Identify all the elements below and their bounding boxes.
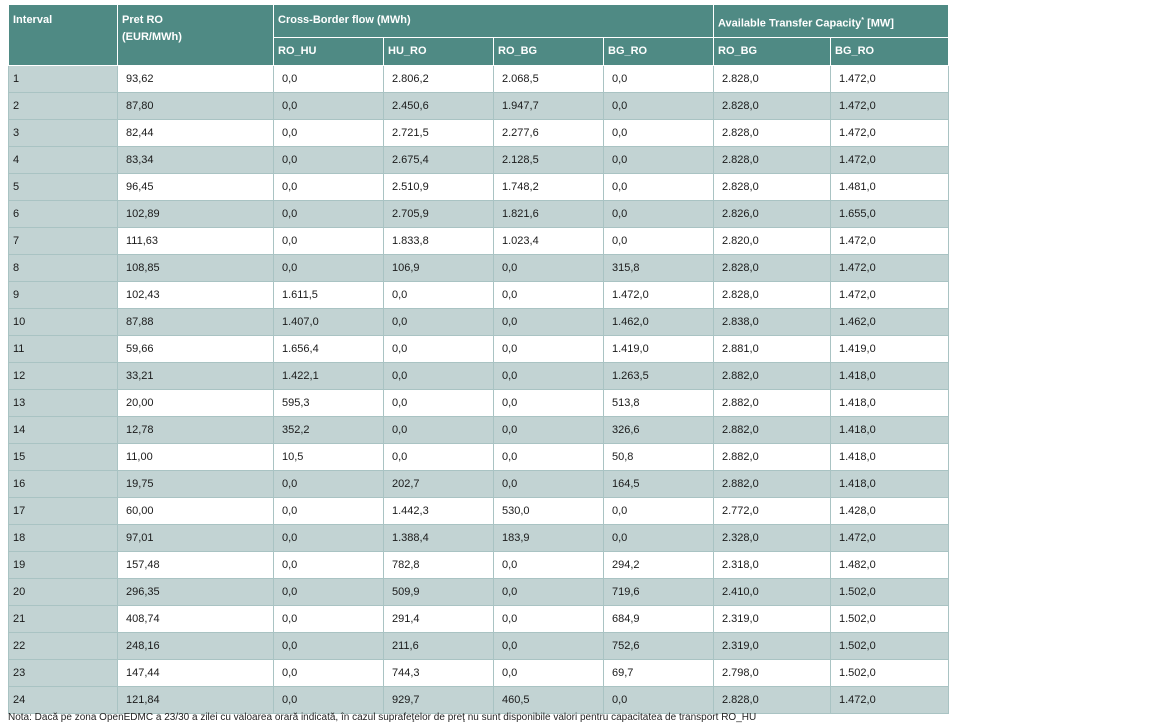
- cell-price: 102,89: [118, 201, 274, 228]
- cell-atc-bg-ro: 1.481,0: [831, 174, 949, 201]
- cell-interval: 20: [9, 579, 118, 606]
- cell-price: 96,45: [118, 174, 274, 201]
- cell-interval: 1: [9, 66, 118, 93]
- cell-flow-ro-hu: 0,0: [274, 228, 384, 255]
- table-row: [9, 147, 949, 174]
- cell-price: 87,80: [118, 93, 274, 120]
- cell-flow-hu-ro: 0,0: [384, 282, 494, 309]
- table-row: [9, 660, 949, 687]
- cell-flow-ro-hu: 0,0: [274, 606, 384, 633]
- cell-flow-bg-ro: 0,0: [604, 525, 714, 552]
- table-row: [9, 93, 949, 120]
- cell-atc-bg-ro: 1.418,0: [831, 444, 949, 471]
- header-atc-bg-ro: BG_RO: [831, 38, 949, 66]
- cell-flow-ro-hu: 0,0: [274, 147, 384, 174]
- cell-atc-ro-bg: 2.882,0: [714, 363, 831, 390]
- cell-atc-bg-ro: 1.502,0: [831, 606, 949, 633]
- cell-atc-bg-ro: 1.655,0: [831, 201, 949, 228]
- cell-flow-hu-ro: 782,8: [384, 552, 494, 579]
- cell-flow-hu-ro: 2.675,4: [384, 147, 494, 174]
- cell-flow-ro-hu: 0,0: [274, 93, 384, 120]
- market-results-table-container: [8, 5, 949, 714]
- cell-flow-hu-ro: 2.721,5: [384, 120, 494, 147]
- table-row: [9, 255, 949, 282]
- cell-flow-ro-bg: 183,9: [494, 525, 604, 552]
- cell-flow-ro-bg: 2.068,5: [494, 66, 604, 93]
- cell-flow-hu-ro: 0,0: [384, 336, 494, 363]
- header-atc: [714, 5, 949, 38]
- cell-flow-hu-ro: 744,3: [384, 660, 494, 687]
- cell-atc-ro-bg: 2.828,0: [714, 255, 831, 282]
- cell-price: 11,00: [118, 444, 274, 471]
- cell-flow-bg-ro: 326,6: [604, 417, 714, 444]
- cell-flow-ro-hu: 0,0: [274, 633, 384, 660]
- cell-flow-bg-ro: 0,0: [604, 174, 714, 201]
- cell-atc-bg-ro: 1.472,0: [831, 282, 949, 309]
- cell-flow-ro-hu: 0,0: [274, 498, 384, 525]
- cell-price: 296,35: [118, 579, 274, 606]
- cell-flow-hu-ro: 2.806,2: [384, 66, 494, 93]
- cell-flow-ro-hu: 0,0: [274, 66, 384, 93]
- cell-atc-ro-bg: 2.826,0: [714, 201, 831, 228]
- cell-flow-hu-ro: 1.388,4: [384, 525, 494, 552]
- cell-flow-hu-ro: 1.442,3: [384, 498, 494, 525]
- cell-atc-ro-bg: 2.838,0: [714, 309, 831, 336]
- cell-interval: 23: [9, 660, 118, 687]
- cell-flow-ro-bg: 0,0: [494, 471, 604, 498]
- cell-interval: 17: [9, 498, 118, 525]
- cell-interval: 4: [9, 147, 118, 174]
- cell-interval: 21: [9, 606, 118, 633]
- cell-price: 93,62: [118, 66, 274, 93]
- cell-flow-bg-ro: 719,6: [604, 579, 714, 606]
- cell-atc-ro-bg: 2.828,0: [714, 93, 831, 120]
- cell-flow-hu-ro: 0,0: [384, 444, 494, 471]
- cell-atc-bg-ro: 1.462,0: [831, 309, 949, 336]
- cell-flow-hu-ro: 202,7: [384, 471, 494, 498]
- cell-atc-bg-ro: 1.472,0: [831, 147, 949, 174]
- cell-atc-ro-bg: 2.828,0: [714, 282, 831, 309]
- cell-flow-hu-ro: 509,9: [384, 579, 494, 606]
- cell-flow-ro-hu: 0,0: [274, 525, 384, 552]
- cell-flow-ro-bg: 0,0: [494, 444, 604, 471]
- cell-flow-ro-bg: 530,0: [494, 498, 604, 525]
- cell-flow-ro-bg: 0,0: [494, 390, 604, 417]
- table-body: [9, 66, 949, 714]
- cell-flow-hu-ro: 2.705,9: [384, 201, 494, 228]
- cell-flow-ro-hu: 0,0: [274, 174, 384, 201]
- cell-flow-hu-ro: 211,6: [384, 633, 494, 660]
- cell-flow-hu-ro: 0,0: [384, 390, 494, 417]
- cell-interval: 14: [9, 417, 118, 444]
- cell-flow-bg-ro: 50,8: [604, 444, 714, 471]
- cell-atc-bg-ro: 1.428,0: [831, 498, 949, 525]
- header-price: [118, 5, 274, 66]
- table-row: [9, 390, 949, 417]
- cell-flow-bg-ro: 1.263,5: [604, 363, 714, 390]
- header-cross-border-flow: [274, 5, 714, 38]
- table-row: [9, 282, 949, 309]
- cell-flow-ro-bg: 2.277,6: [494, 120, 604, 147]
- cell-atc-bg-ro: 1.472,0: [831, 687, 949, 714]
- table-row: [9, 687, 949, 714]
- cell-atc-ro-bg: 2.328,0: [714, 525, 831, 552]
- cell-flow-ro-bg: 0,0: [494, 633, 604, 660]
- cell-atc-bg-ro: 1.418,0: [831, 390, 949, 417]
- cell-interval: 11: [9, 336, 118, 363]
- cell-flow-hu-ro: 929,7: [384, 687, 494, 714]
- cell-flow-ro-bg: 0,0: [494, 363, 604, 390]
- cell-atc-bg-ro: 1.418,0: [831, 363, 949, 390]
- cell-flow-bg-ro: 0,0: [604, 228, 714, 255]
- cell-atc-ro-bg: 2.882,0: [714, 471, 831, 498]
- cell-atc-ro-bg: 2.828,0: [714, 174, 831, 201]
- table-row: [9, 579, 949, 606]
- cell-interval: 24: [9, 687, 118, 714]
- cell-interval: 16: [9, 471, 118, 498]
- cell-atc-ro-bg: 2.828,0: [714, 147, 831, 174]
- cell-flow-ro-hu: 1.422,1: [274, 363, 384, 390]
- cell-flow-ro-bg: 0,0: [494, 552, 604, 579]
- cell-flow-ro-hu: 1.407,0: [274, 309, 384, 336]
- cell-price: 87,88: [118, 309, 274, 336]
- cell-atc-ro-bg: 2.318,0: [714, 552, 831, 579]
- cell-interval: 8: [9, 255, 118, 282]
- cell-flow-bg-ro: 315,8: [604, 255, 714, 282]
- cell-flow-bg-ro: 1.462,0: [604, 309, 714, 336]
- table-row: [9, 120, 949, 147]
- cell-flow-bg-ro: 0,0: [604, 498, 714, 525]
- table-row: [9, 444, 949, 471]
- header-flow-label: Cross-Border flow (MWh): [278, 14, 411, 26]
- table-row: [9, 363, 949, 390]
- cell-atc-bg-ro: 1.472,0: [831, 66, 949, 93]
- cell-atc-ro-bg: 2.882,0: [714, 417, 831, 444]
- cell-interval: 3: [9, 120, 118, 147]
- cell-flow-ro-hu: 1.656,4: [274, 336, 384, 363]
- cell-flow-ro-hu: 1.611,5: [274, 282, 384, 309]
- header-price-label: Pret RO: [122, 14, 163, 26]
- cell-atc-ro-bg: 2.882,0: [714, 444, 831, 471]
- cell-atc-bg-ro: 1.472,0: [831, 255, 949, 282]
- cell-price: 60,00: [118, 498, 274, 525]
- cell-flow-ro-bg: 0,0: [494, 282, 604, 309]
- cell-price: 102,43: [118, 282, 274, 309]
- cell-atc-ro-bg: 2.881,0: [714, 336, 831, 363]
- cell-flow-bg-ro: 0,0: [604, 201, 714, 228]
- cell-interval: 6: [9, 201, 118, 228]
- cell-flow-ro-hu: 0,0: [274, 579, 384, 606]
- cell-atc-bg-ro: 1.472,0: [831, 120, 949, 147]
- header-atc-ro-bg: RO_BG: [714, 38, 831, 66]
- cell-atc-ro-bg: 2.828,0: [714, 687, 831, 714]
- table-row: [9, 417, 949, 444]
- cell-flow-bg-ro: 294,2: [604, 552, 714, 579]
- cell-interval: 2: [9, 93, 118, 120]
- cell-flow-ro-bg: 0,0: [494, 660, 604, 687]
- cell-flow-bg-ro: 0,0: [604, 687, 714, 714]
- cell-price: 97,01: [118, 525, 274, 552]
- cell-flow-hu-ro: 106,9: [384, 255, 494, 282]
- cell-flow-ro-bg: 0,0: [494, 255, 604, 282]
- cell-flow-ro-bg: 1.947,7: [494, 93, 604, 120]
- header-atc-unit: [MW]: [864, 17, 894, 30]
- cell-atc-bg-ro: 1.472,0: [831, 93, 949, 120]
- cell-atc-ro-bg: 2.882,0: [714, 390, 831, 417]
- cell-price: 157,48: [118, 552, 274, 579]
- cell-atc-bg-ro: 1.472,0: [831, 525, 949, 552]
- table-row: [9, 309, 949, 336]
- table-row: [9, 552, 949, 579]
- cell-flow-ro-hu: 0,0: [274, 687, 384, 714]
- cell-flow-bg-ro: 752,6: [604, 633, 714, 660]
- cell-price: 111,63: [118, 228, 274, 255]
- cell-price: 82,44: [118, 120, 274, 147]
- cell-atc-ro-bg: 2.319,0: [714, 606, 831, 633]
- header-interval-label: Interval: [13, 14, 53, 26]
- cell-interval: 10: [9, 309, 118, 336]
- cell-interval: 15: [9, 444, 118, 471]
- cell-interval: 5: [9, 174, 118, 201]
- cell-flow-ro-hu: 10,5: [274, 444, 384, 471]
- cell-atc-ro-bg: 2.410,0: [714, 579, 831, 606]
- table-row: [9, 633, 949, 660]
- table-row: [9, 471, 949, 498]
- cell-price: 83,34: [118, 147, 274, 174]
- table-row: [9, 66, 949, 93]
- cell-atc-bg-ro: 1.502,0: [831, 579, 949, 606]
- cell-flow-bg-ro: 513,8: [604, 390, 714, 417]
- cell-flow-bg-ro: 0,0: [604, 120, 714, 147]
- cell-flow-ro-bg: 0,0: [494, 417, 604, 444]
- cell-price: 121,84: [118, 687, 274, 714]
- cell-atc-ro-bg: 2.820,0: [714, 228, 831, 255]
- cell-price: 248,16: [118, 633, 274, 660]
- cell-flow-ro-bg: 0,0: [494, 606, 604, 633]
- cell-flow-ro-bg: 460,5: [494, 687, 604, 714]
- table-row: [9, 174, 949, 201]
- cell-flow-ro-bg: 2.128,5: [494, 147, 604, 174]
- cell-flow-bg-ro: 164,5: [604, 471, 714, 498]
- cell-interval: 7: [9, 228, 118, 255]
- cell-flow-ro-hu: 595,3: [274, 390, 384, 417]
- cell-price: 12,78: [118, 417, 274, 444]
- cell-atc-bg-ro: 1.502,0: [831, 660, 949, 687]
- cell-price: 33,21: [118, 363, 274, 390]
- cell-atc-bg-ro: 1.418,0: [831, 471, 949, 498]
- cell-interval: 19: [9, 552, 118, 579]
- cell-flow-hu-ro: 0,0: [384, 363, 494, 390]
- cell-flow-hu-ro: 291,4: [384, 606, 494, 633]
- cell-flow-ro-hu: 0,0: [274, 120, 384, 147]
- cell-flow-bg-ro: 1.419,0: [604, 336, 714, 363]
- cell-flow-bg-ro: 0,0: [604, 93, 714, 120]
- cell-flow-ro-bg: 0,0: [494, 336, 604, 363]
- cell-flow-ro-bg: 1.821,6: [494, 201, 604, 228]
- cell-flow-ro-hu: 0,0: [274, 201, 384, 228]
- cell-price: 108,85: [118, 255, 274, 282]
- cell-flow-ro-bg: 0,0: [494, 309, 604, 336]
- table-row: [9, 201, 949, 228]
- header-flow-ro-hu: RO_HU: [274, 38, 384, 66]
- cell-interval: 9: [9, 282, 118, 309]
- cell-atc-ro-bg: 2.828,0: [714, 66, 831, 93]
- cell-flow-hu-ro: 2.450,6: [384, 93, 494, 120]
- cell-flow-bg-ro: 0,0: [604, 147, 714, 174]
- cell-flow-bg-ro: 0,0: [604, 66, 714, 93]
- cell-flow-ro-hu: 352,2: [274, 417, 384, 444]
- table-row: [9, 606, 949, 633]
- cell-flow-ro-hu: 0,0: [274, 660, 384, 687]
- cell-interval: 13: [9, 390, 118, 417]
- cell-atc-bg-ro: 1.472,0: [831, 228, 949, 255]
- header-price-unit: (EUR/MWh): [122, 31, 182, 43]
- cell-price: 20,00: [118, 390, 274, 417]
- cell-flow-ro-bg: 1.748,2: [494, 174, 604, 201]
- cell-price: 147,44: [118, 660, 274, 687]
- cell-flow-hu-ro: 0,0: [384, 417, 494, 444]
- cell-atc-bg-ro: 1.418,0: [831, 417, 949, 444]
- header-atc-label: Available Transfer Capacity: [718, 17, 862, 30]
- cell-flow-bg-ro: 69,7: [604, 660, 714, 687]
- table-row: [9, 498, 949, 525]
- cell-flow-hu-ro: 1.833,8: [384, 228, 494, 255]
- header-flow-hu-ro: HU_RO: [384, 38, 494, 66]
- cell-price: 59,66: [118, 336, 274, 363]
- cell-price: 408,74: [118, 606, 274, 633]
- header-atc-footnote-mark: *: [861, 17, 865, 24]
- cell-interval: 12: [9, 363, 118, 390]
- table-row: [9, 228, 949, 255]
- cell-flow-ro-bg: 1.023,4: [494, 228, 604, 255]
- market-results-table: [8, 5, 949, 714]
- cell-price: 19,75: [118, 471, 274, 498]
- cell-flow-ro-bg: 0,0: [494, 579, 604, 606]
- cell-atc-bg-ro: 1.419,0: [831, 336, 949, 363]
- cell-atc-ro-bg: 2.798,0: [714, 660, 831, 687]
- cell-flow-ro-hu: 0,0: [274, 471, 384, 498]
- cell-atc-ro-bg: 2.828,0: [714, 120, 831, 147]
- cell-flow-hu-ro: 0,0: [384, 309, 494, 336]
- cell-flow-ro-hu: 0,0: [274, 255, 384, 282]
- table-row: [9, 525, 949, 552]
- cell-flow-bg-ro: 684,9: [604, 606, 714, 633]
- cell-atc-bg-ro: 1.482,0: [831, 552, 949, 579]
- table-row: [9, 336, 949, 363]
- header-flow-bg-ro: BG_RO: [604, 38, 714, 66]
- header-interval: [9, 5, 118, 66]
- cell-flow-hu-ro: 2.510,9: [384, 174, 494, 201]
- cell-interval: 18: [9, 525, 118, 552]
- header-flow-ro-bg: RO_BG: [494, 38, 604, 66]
- cell-atc-bg-ro: 1.502,0: [831, 633, 949, 660]
- cell-atc-ro-bg: 2.319,0: [714, 633, 831, 660]
- cell-flow-ro-hu: 0,0: [274, 552, 384, 579]
- footnote-text: Nota: Dacă pe zona OpenEDMC a 23/30 a zilei cu valoarea orară indicată, în cazul suprafeţelor de preţ nu sunt disponibile valori pentru capacitatea de transport RO_HU: [8, 712, 757, 723]
- cell-atc-ro-bg: 2.772,0: [714, 498, 831, 525]
- header-row-group: [9, 5, 949, 38]
- cell-flow-bg-ro: 1.472,0: [604, 282, 714, 309]
- cell-interval: 22: [9, 633, 118, 660]
